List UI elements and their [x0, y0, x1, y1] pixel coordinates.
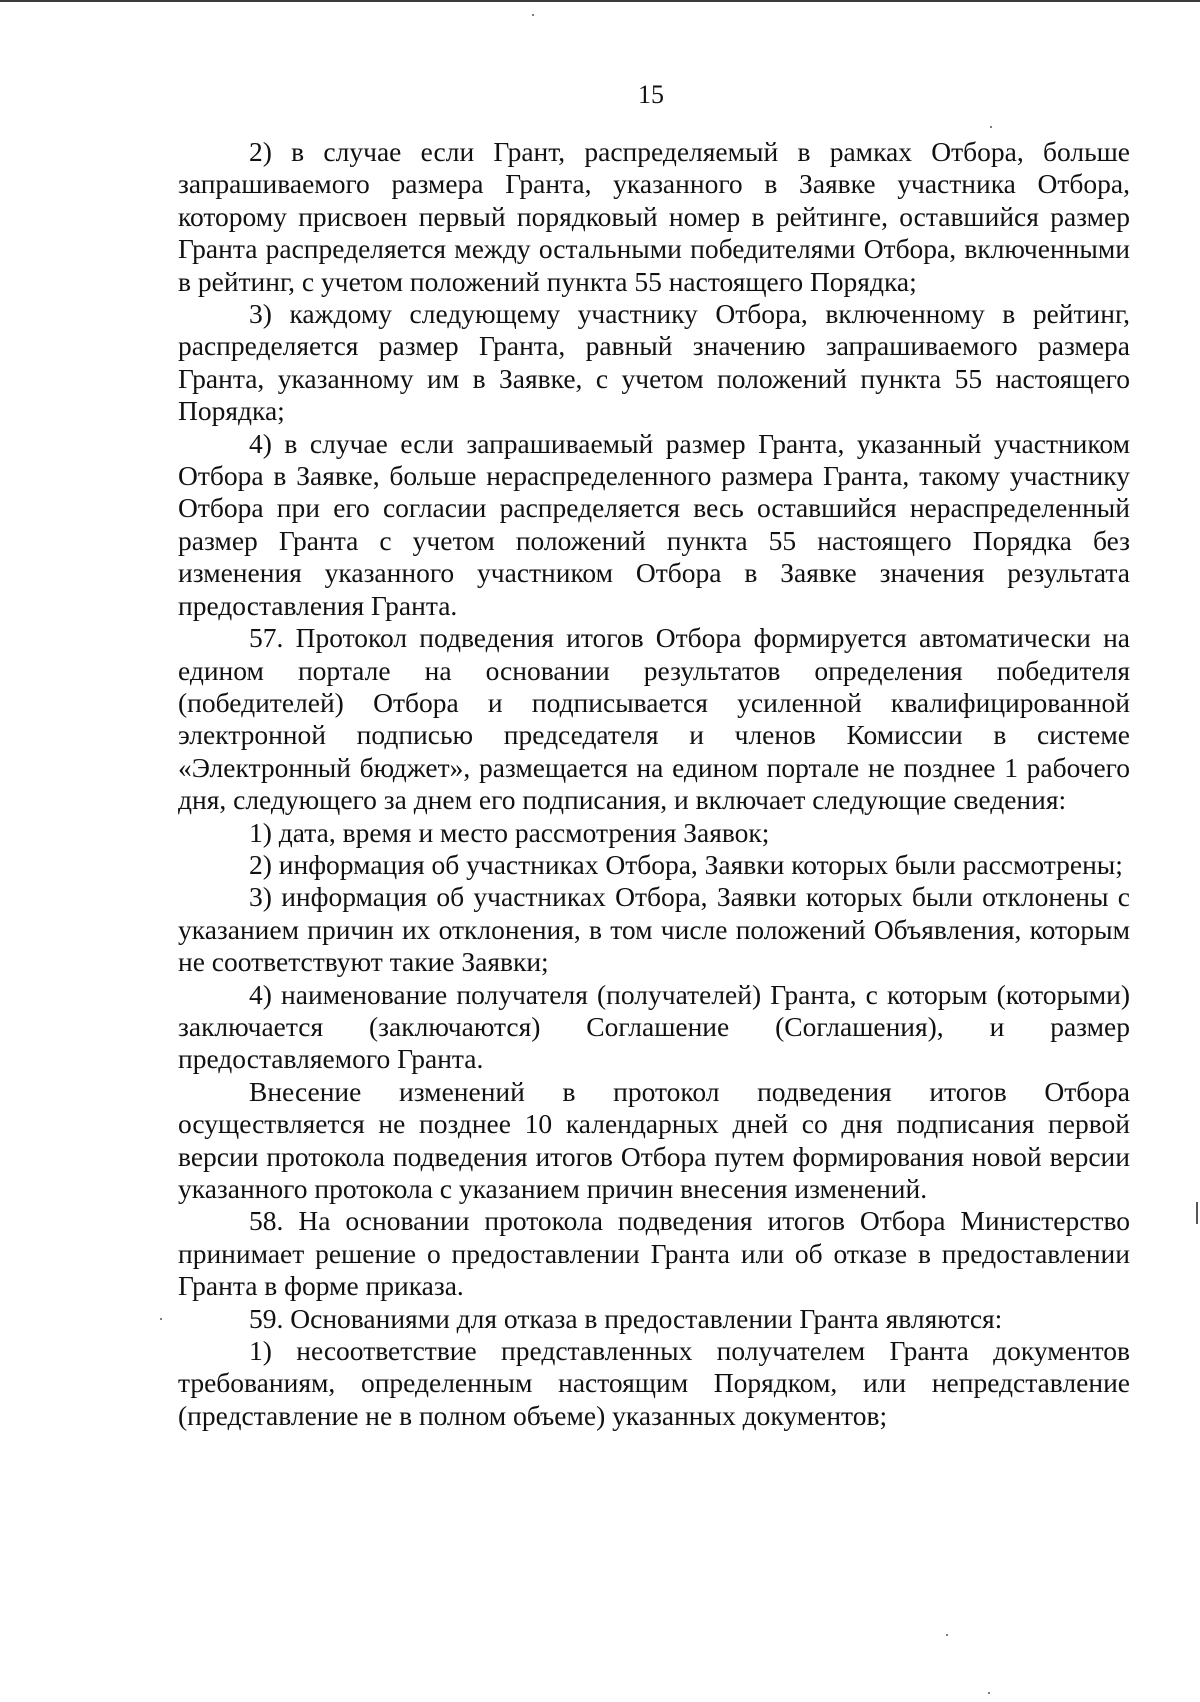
paragraph-clause-59: 59. Основаниями для отказа в предоставлении Гранта являются:	[249, 1302, 1003, 1334]
paragraph-item-4: 4) в случае если запрашиваемый размер Гранта, указанный участником Отбора в Заявке, больше нераспределенного размера Гранта, такому участнику Отбора при его согласии распределяется весь оставшийся нераспределенный размер Гранта с учетом положений пункта 55 настоящего Порядка без изменения указанного участником Отбора в Заявке значения результата предоставления Гранта.	[178, 427, 1130, 621]
scan-speck	[160, 1318, 162, 1320]
document-body	[178, 136, 1130, 1432]
paragraph-clause-59-item-1: 1) несоответствие представленных получателем Гранта документов требованиям, определенным настоящим Порядком, или непредставление (представление не в полном объеме) указанных документов;	[178, 1335, 1130, 1431]
paragraph-clause-57: 57. Протокол подведения итогов Отбора формируется автоматически на едином портале на основании результатов определения победителя (победителей) Отбора и подписывается усиленной квалифицированной электронной подписью председателя и членов Комиссии в системе «Электронный бюджет», размещается на едином портале не позднее 1 рабочего дня, следующего за днем его подписания, и включает следующие сведения:	[178, 622, 1130, 816]
scan-speck	[1196, 1202, 1198, 1224]
paragraph-clause-58: 58. На основании протокола подведения итогов Отбора Министерство принимает решение о предоставлении Гранта или об отказе в предоставлении Гранта в форме приказа.	[178, 1205, 1130, 1302]
scan-speck	[532, 14, 534, 16]
paragraph-item-3: 3) каждому следующему участнику Отбора, включенному в рейтинг, распределяется размер Гранта, равный значению запрашиваемого размера Гранта, указанному им в Заявке, с учетом положений пункта 55 настоящего Порядка;	[178, 298, 1130, 427]
paragraph-clause-57-item-2: 2) информация об участниках Отбора, Заявки которых были рассмотрены;	[249, 848, 1123, 880]
scan-speck	[988, 1692, 990, 1694]
page-number: 15	[638, 80, 664, 109]
paragraph-item-2: 2) в случае если Грант, распределяемый в рамках Отбора, больше запрашиваемого размера Гранта, указанного в Заявке участника Отбора, которому присвоен первый порядковый номер в рейтинге, оставшийся размер Гранта распределяется между остальными победителями Отбора, включенными в рейтинг, с учетом положений пункта 55 настоящего Порядка;	[178, 136, 1130, 297]
scan-speck	[946, 1634, 948, 1636]
paragraph-clause-57-item-3: 3) информация об участниках Отбора, Заявки которых были отклонены с указанием причин их отклонения, в том числе положений Объявления, которым не соответствуют такие Заявки;	[178, 881, 1130, 978]
paragraph-clause-57-item-1: 1) дата, время и место рассмотрения Заявок;	[249, 816, 770, 848]
scan-speck	[990, 126, 992, 128]
paragraph-protocol-changes: Внесение изменений в протокол подведения итогов Отбора осуществляется не позднее 10 календарных дней со дня подписания первой версии протокола подведения итогов Отбора путем формирования новой версии указанного протокола с указанием причин внесения изменений.	[178, 1075, 1130, 1204]
paragraph-clause-57-item-4: 4) наименование получателя (получателей) Гранта, с которым (которыми) заключается (заключаются) Соглашение (Соглашения), и размер предоставляемого Гранта.	[178, 978, 1130, 1075]
